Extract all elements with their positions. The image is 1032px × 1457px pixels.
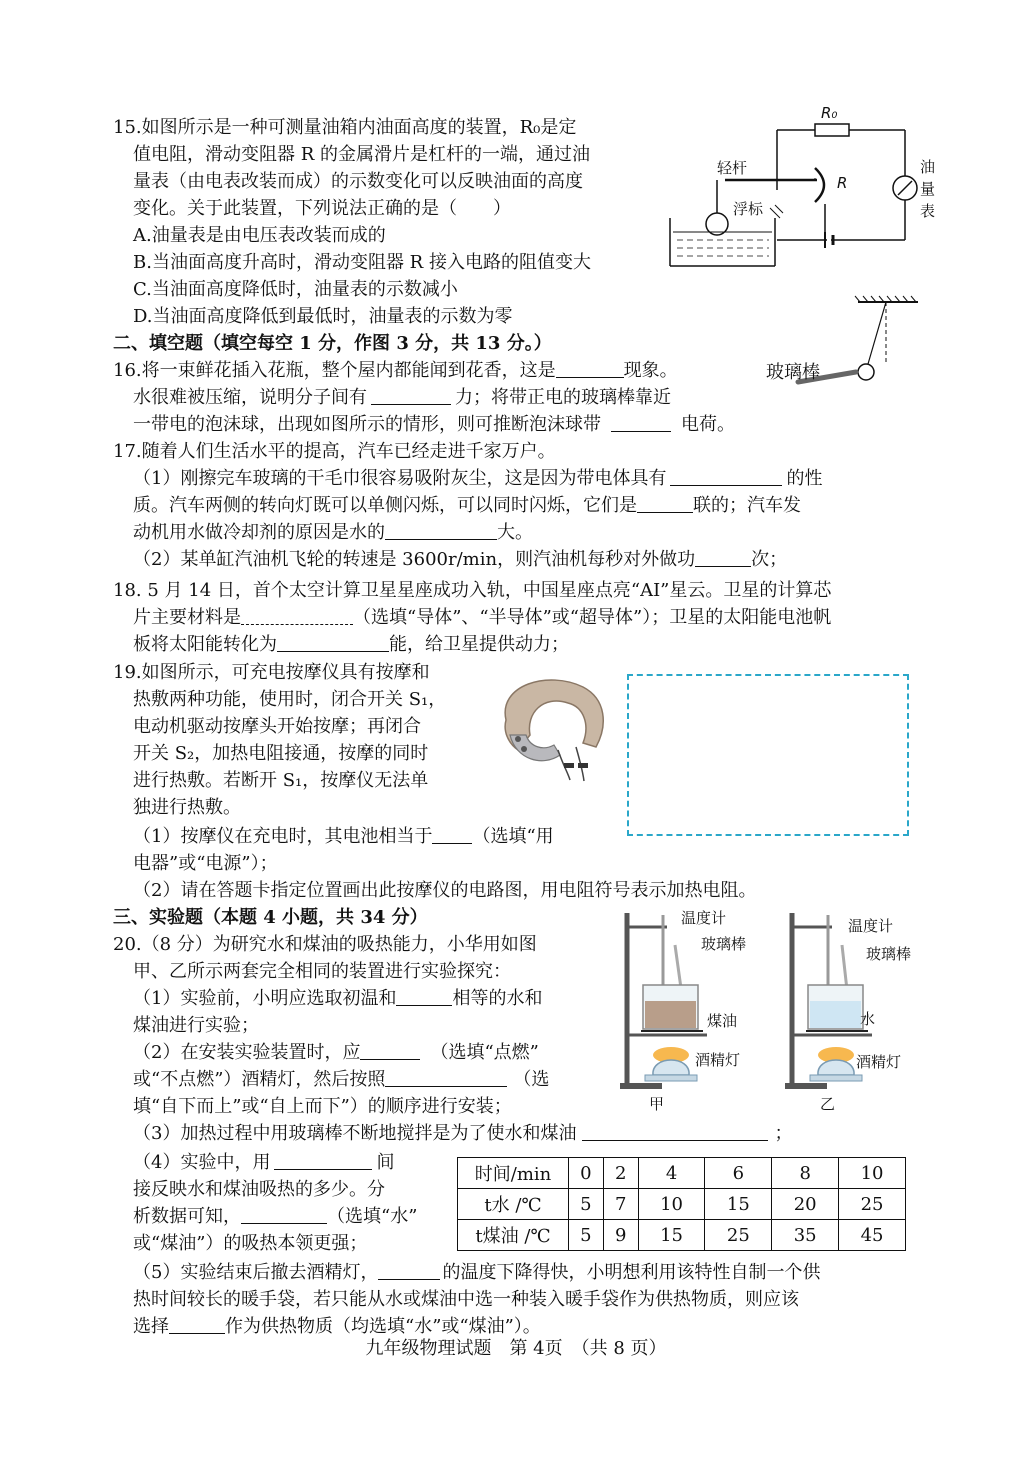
- q17-line-2: [133, 466, 822, 492]
- q18-text-3a: 板将太阳能转化为: [133, 634, 277, 655]
- table-cell: 15: [638, 1220, 705, 1251]
- q17-text-4b: 大。: [497, 522, 533, 543]
- q16-text-2a: 水很难被压缩，说明分子间有: [133, 387, 367, 408]
- q17-text-4a: 动机用水做冷却剂的原因是水的: [133, 522, 385, 543]
- q16-blank-2[interactable]: [371, 386, 451, 405]
- lever-label: 轻杆: [717, 159, 748, 177]
- table-cell: 10: [638, 1189, 705, 1220]
- table-row: [458, 1158, 906, 1189]
- q16-text-3b: 电荷。: [681, 414, 735, 435]
- q17-line-4: [133, 520, 533, 546]
- jia-caption: 甲: [649, 1095, 665, 1113]
- q17-text-5a: （2）某单缸汽油机飞轮的转速是 3600r/min，则汽油机每秒对外做功: [133, 549, 696, 570]
- q20-text-13b: 的温度下降得快，小明想利用该特性自制一个供: [442, 1262, 821, 1283]
- q19-line-6: 独进行热敷。: [133, 797, 241, 818]
- jia-rod-label: 玻璃棒: [701, 935, 747, 953]
- q15-line-3: 量表（由电表改装而成）的示数变化可以反映油面的高度: [133, 171, 583, 192]
- q15-option-c: C.当油面高度降低时，油量表的示数减小: [133, 279, 458, 300]
- q19-line-3: 电动机驱动按摩头开始按摩；再闭合: [133, 716, 421, 737]
- table-cell: 25: [705, 1220, 772, 1251]
- q20-text-3a: （1）实验前，小明应选取初温和: [133, 988, 397, 1009]
- section-2-title: 二、填空题（填空每空 1 分，作图 3 分，共 13 分。）: [113, 333, 552, 354]
- q16-text-1a: 16.将一束鲜花插入花瓶，整个屋内都能闻到花香，这是: [113, 360, 556, 381]
- q19-blank-1[interactable]: [432, 825, 472, 844]
- meter-label-2: 量: [920, 180, 936, 198]
- q20-line-2: 甲、乙所示两套完全相同的装置进行实验探究：: [133, 961, 511, 982]
- q20-text-6a: 或“不点燃”）酒精灯，然后按照: [133, 1069, 386, 1090]
- yi-thermometer-label: 温度计: [848, 917, 894, 935]
- yi-lamp-label: 酒精灯: [856, 1053, 902, 1071]
- q20-text-11b: （选填“水”: [327, 1206, 418, 1227]
- q17-line-1: 17.随着人们生活水平的提高，汽车已经走进千家万户。: [113, 441, 556, 462]
- q19-line-4: 开关 S₂，加热电阻接通，按摩的同时: [133, 743, 429, 764]
- table-cell: 7: [603, 1189, 638, 1220]
- yi-liquid-label: 水: [860, 1010, 876, 1028]
- q18-blank-2[interactable]: [277, 633, 389, 652]
- q16-text-1b: 现象。: [623, 360, 678, 381]
- q20-text-3b: 相等的水和: [452, 988, 543, 1009]
- q17-line-3: [133, 493, 801, 519]
- q19-text-1b: （选填“用: [472, 826, 554, 847]
- neck-massager-figure: [488, 665, 613, 785]
- table-cell: 20: [772, 1189, 839, 1220]
- q20-blank-8[interactable]: [169, 1315, 225, 1334]
- jia-thermometer-label: 温度计: [681, 909, 727, 927]
- q18-text-2a: 片主要材料是: [133, 607, 241, 628]
- table-cell: 45: [839, 1220, 906, 1251]
- q20-text-8b: ；: [774, 1123, 793, 1144]
- temperature-data-table: [457, 1157, 906, 1251]
- q16-blank-3[interactable]: [611, 413, 671, 432]
- page-footer: 九年级物理试题 第 4页 （共 8 页）: [365, 1338, 667, 1359]
- q20-blank-7[interactable]: [378, 1261, 440, 1280]
- table-cell: 35: [772, 1220, 839, 1251]
- q19-text-1a: （1）按摩仪在充电时，其电池相当于: [133, 826, 433, 847]
- apparatus-figure-jia: [615, 905, 765, 1113]
- q20-text-9b: 间: [376, 1152, 395, 1173]
- q20-blank-4[interactable]: [582, 1122, 768, 1141]
- table-cell: 5: [569, 1220, 604, 1251]
- q15-option-b: B.当油面高度升高时，滑动变阻器 R 接入电路的阻值变大: [133, 252, 591, 273]
- yi-rod-label: 玻璃棒: [866, 945, 912, 963]
- q17-blank-4[interactable]: [695, 548, 751, 567]
- q20-line-7: 填“自下而上”或“自上而下”）的顺序进行安装；: [133, 1096, 512, 1117]
- q15-option-a: A.油量表是由电压表改装而成的: [133, 225, 386, 246]
- q19-line-1: 19.如图所示，可充电按摩仪具有按摩和: [113, 662, 430, 683]
- q19-part-1-cont: 电器”或“电源”）；: [133, 853, 278, 874]
- q20-text-6b: （选: [513, 1069, 550, 1090]
- q19-part-2: （2）请在答题卡指定位置画出此按摩仪的电路图，用电阻符号表示加热电阻。: [133, 880, 757, 901]
- table-cell: 5: [569, 1189, 604, 1220]
- q16-line-1: [113, 358, 678, 384]
- q16-blank-1[interactable]: [556, 359, 624, 378]
- q18-line-1: 18. 5 月 14 日，首个太空计算卫星星座成功入轨，中国星座点亮“AI”星云。卫星的计算芯: [113, 580, 832, 601]
- q20-line-14: 热时间较长的暖手袋，若只能从水或煤油中选一种装入暖手袋作为供热物质，则应该: [133, 1289, 799, 1310]
- q17-text-3a: 质。汽车两侧的转向灯既可以单侧闪烁，可以同时闪烁，它们是: [133, 495, 637, 516]
- q17-text-2a: （1）刚擦完车玻璃的干毛巾很容易吸附灰尘，这是因为带电体具有: [133, 468, 667, 489]
- q19-part-1: [133, 824, 554, 850]
- q20-line-3: [133, 986, 542, 1012]
- q20-blank-1[interactable]: [396, 987, 452, 1006]
- q18-text-3b: 能，给卫星提供动力；: [389, 634, 569, 655]
- q19-line-5: 进行热敷。若断开 S₁，按摩仪无法单: [133, 770, 429, 791]
- q20-blank-5[interactable]: [274, 1151, 372, 1170]
- q20-blank-2[interactable]: [360, 1041, 420, 1060]
- q20-line-11: [133, 1204, 417, 1230]
- apparatus-figure-yi: [780, 905, 930, 1113]
- float-label: 浮标: [733, 200, 764, 218]
- table-row: [458, 1220, 906, 1251]
- q20-line-12: 或“煤油”）的吸热本领更强；: [133, 1233, 368, 1254]
- table-row: [458, 1189, 906, 1220]
- table-row-head: t煤油 /℃: [458, 1220, 569, 1251]
- q20-line-5: [133, 1040, 539, 1066]
- q20-text-13a: （5）实验结束后撤去酒精灯，: [133, 1262, 379, 1283]
- glass-rod-label: 玻璃棒: [766, 362, 820, 383]
- q17-blank-2[interactable]: [637, 494, 693, 513]
- q15-line-1: 15.如图所示是一种可测量油箱内油面高度的装置，R₀是定: [113, 117, 577, 138]
- table-row-head: t水 /℃: [458, 1189, 569, 1220]
- q18-text-2b: （选填“导体”、“半导体”或“超导体”）；卫星的太阳能电池帆: [353, 607, 832, 628]
- table-cell: 15: [705, 1189, 772, 1220]
- oil-gauge-circuit-figure: [665, 100, 945, 275]
- glass-rod-figure: [760, 292, 925, 392]
- meter-label-1: 油: [920, 158, 936, 176]
- table-cell: 0: [569, 1158, 604, 1189]
- q17-line-5: [133, 547, 787, 573]
- q20-line-13: [133, 1260, 820, 1286]
- r-label: R: [837, 174, 848, 192]
- r0-label: R₀: [821, 104, 838, 122]
- q15-line-4: 变化。关于此装置，下列说法正确的是（ ）: [133, 198, 511, 219]
- table-cell: 9: [603, 1220, 638, 1251]
- q20-line-6: [133, 1067, 549, 1093]
- q16-line-2: [133, 385, 671, 411]
- q20-text-8a: （3）加热过程中用玻璃棒不断地搅拌是为了使水和煤油: [133, 1123, 577, 1144]
- q20-text-5a: （2）在安装实验装置时，应: [133, 1042, 361, 1063]
- q20-text-5b: （选填“点燃”: [430, 1042, 539, 1063]
- section-3-title: 三、实验题（本题 4 小题，共 34 分）: [113, 907, 428, 928]
- q20-line-9: [133, 1150, 394, 1176]
- q20-text-11a: 析数据可知，: [133, 1206, 241, 1227]
- q17-blank-1[interactable]: [670, 467, 782, 486]
- meter-label-3: 表: [920, 202, 936, 220]
- jia-liquid-label: 煤油: [707, 1012, 738, 1030]
- table-cell: 6: [705, 1158, 772, 1189]
- q20-text-9a: （4）实验中，用: [133, 1152, 271, 1173]
- q15-line-2: 值电阻，滑动变阻器 R 的金属滑片是杠杆的一端，通过油: [133, 144, 590, 165]
- table-cell: 25: [839, 1189, 906, 1220]
- q18-line-3: [133, 632, 569, 658]
- table-row-head: 时间/min: [458, 1158, 569, 1189]
- jia-lamp-label: 酒精灯: [695, 1051, 741, 1069]
- q20-line-4: 煤油进行实验；: [133, 1015, 259, 1036]
- q20-text-15a: 选择: [133, 1316, 169, 1337]
- q17-text-5b: 次；: [751, 549, 788, 570]
- table-cell: 2: [603, 1158, 638, 1189]
- q18-blank-1[interactable]: [241, 606, 353, 625]
- q18-line-2: [133, 605, 831, 631]
- q20-line-10: 接反映水和煤油吸热的多少。分: [133, 1179, 385, 1200]
- yi-caption: 乙: [820, 1095, 836, 1113]
- q17-blank-3[interactable]: [385, 521, 497, 540]
- table-cell: 4: [638, 1158, 705, 1189]
- q15-option-d: D.当油面高度降低到最低时，油量表的示数为零: [133, 306, 513, 327]
- q16-text-3a: 一带电的泡沫球，出现如图所示的情形，则可推断泡沫球带: [133, 414, 601, 435]
- q20-text-15b: 作为供热物质（均选填“水”或“煤油”）。: [225, 1316, 541, 1337]
- q16-line-3: [133, 412, 735, 438]
- q20-blank-3[interactable]: [385, 1068, 507, 1087]
- circuit-drawing-area[interactable]: [627, 674, 909, 836]
- q16-text-2b: 力；将带正电的玻璃棒靠近: [455, 387, 671, 408]
- q20-line-8: [133, 1121, 792, 1147]
- table-cell: 8: [772, 1158, 839, 1189]
- q20-blank-6[interactable]: [241, 1205, 327, 1224]
- q17-text-3b: 联的；汽车发: [693, 495, 801, 516]
- q17-text-2b: 的性: [786, 468, 823, 489]
- q19-line-2: 热敷两种功能，使用时，闭合开关 S₁，: [133, 689, 447, 710]
- table-cell: 10: [839, 1158, 906, 1189]
- q20-line-1: 20.（8 分）为研究水和煤油的吸热能力，小华用如图: [113, 934, 537, 955]
